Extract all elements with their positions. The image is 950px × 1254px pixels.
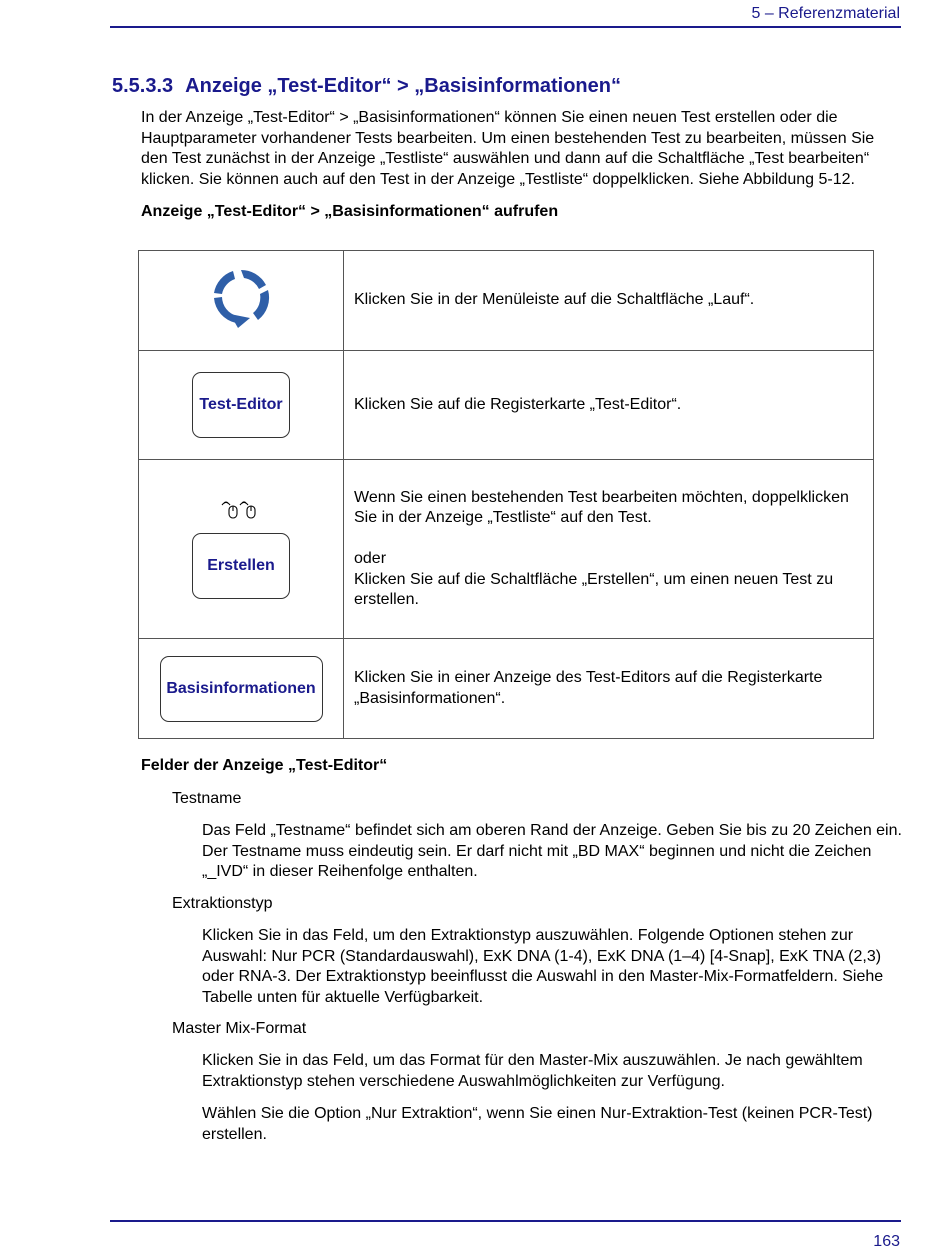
run-cycle-icon xyxy=(208,264,274,332)
erstellen-button: Erstellen xyxy=(192,533,290,599)
step-1-text: Klicken Sie in der Menüleiste auf die Schaltfläche „Lauf“. xyxy=(344,251,874,351)
step-row-2 xyxy=(139,351,874,460)
step-row-4 xyxy=(139,639,874,739)
nur-extraktion-note: Wählen Sie die Option „Nur Extraktion“, wenn Sie einen Nur-Extraktion-Test (keinen PCR-Test) erstellen. xyxy=(202,1105,873,1143)
step-3-text-or: oder xyxy=(354,550,387,567)
test-editor-tab-button: Test-Editor xyxy=(192,372,290,438)
chapter-header: 5 – Referenzmaterial xyxy=(751,5,900,22)
testname-label: Testname xyxy=(172,790,242,807)
step-3-text-edit: Wenn Sie einen bestehenden Test bearbeiten möchten, doppelklicken Sie in der Anzeige „Testliste“ auf den Test. xyxy=(354,488,849,526)
step-2-text: Klicken Sie auf die Registerkarte „Test-Editor“. xyxy=(344,351,874,460)
section-heading xyxy=(112,75,621,98)
page-number: 163 xyxy=(873,1233,900,1250)
step-row-3 xyxy=(139,460,874,639)
basisinformationen-tab-button: Basisinformationen xyxy=(160,656,323,722)
extraktionstyp-label: Extraktionstyp xyxy=(172,895,273,912)
step-4-text: Klicken Sie in einer Anzeige des Test-Editors auf die Registerkarte „Basisinformationen“. xyxy=(344,639,874,739)
master-mix-format-description: Klicken Sie in das Feld, um das Format für den Master-Mix auszuwählen. Je nach gewähltem Extraktionstyp stehen verschiedene Auswahlmöglichkeiten zur Verfügung. xyxy=(202,1052,863,1090)
extraktionstyp-description: Klicken Sie in das Feld, um den Extraktionstyp auszuwählen. Folgende Optionen stehen zur Auswahl: Nur PCR (Standardauswahl), ExK DNA (1-4), ExK DNA (1–4) [4-Snap], ExK TNA (2,3) oder RNA-3. Der Extraktionstyp beeinflusst die Auswahl in den Master-Mix-Formatfeldern. Siehe Tabelle unten für aktuelle Verfügbarkeit. xyxy=(202,927,884,1006)
section-number: 5.5.3.3 xyxy=(112,75,174,97)
intro-paragraph: In der Anzeige „Test-Editor“ > „Basisinformationen“ können Sie einen neuen Test erstellen oder die Hauptparameter vorhandener Tests bearbeiten. Um einen bestehenden Test zu bearbeiten, müssen Sie den Test zunächst in der Anzeige „Testliste“ auswählen und dann auf die Schaltfläche „Test bearbeiten“ klicken. Sie können auch auf den Test in der Anzeige „Testliste“ doppelklicken. Siehe Abbildung 5-12. xyxy=(141,109,875,188)
step-row-1 xyxy=(139,251,874,351)
master-mix-format-label: Master Mix-Format xyxy=(172,1020,307,1037)
procedure-heading: Anzeige „Test-Editor“ > „Basisinformationen“ aufrufen xyxy=(141,203,559,220)
header-rule xyxy=(110,26,901,28)
step-3-icon-cell xyxy=(139,460,344,639)
step-1-icon-cell xyxy=(139,251,344,351)
procedure-table xyxy=(138,250,874,739)
step-4-icon-cell xyxy=(139,639,344,739)
footer-rule xyxy=(110,1220,901,1222)
double-click-mouse-icon xyxy=(139,500,343,525)
section-title: Anzeige „Test-Editor“ > „Basisinformationen“ xyxy=(185,75,621,97)
fields-heading: Felder der Anzeige „Test-Editor“ xyxy=(141,757,388,774)
step-3-text-create: Klicken Sie auf die Schaltfläche „Erstellen“, um einen neuen Test zu erstellen. xyxy=(354,570,834,608)
step-2-icon-cell xyxy=(139,351,344,460)
testname-description: Das Feld „Testname“ befindet sich am oberen Rand der Anzeige. Geben Sie bis zu 20 Zeichen ein. Der Testname muss eindeutig sein. Er darf nicht mit „BD MAX“ beginnen und nicht die Zeichen „_IVD“ in dieser Reihenfolge enthalten. xyxy=(202,822,902,880)
step-3-text xyxy=(344,460,874,639)
